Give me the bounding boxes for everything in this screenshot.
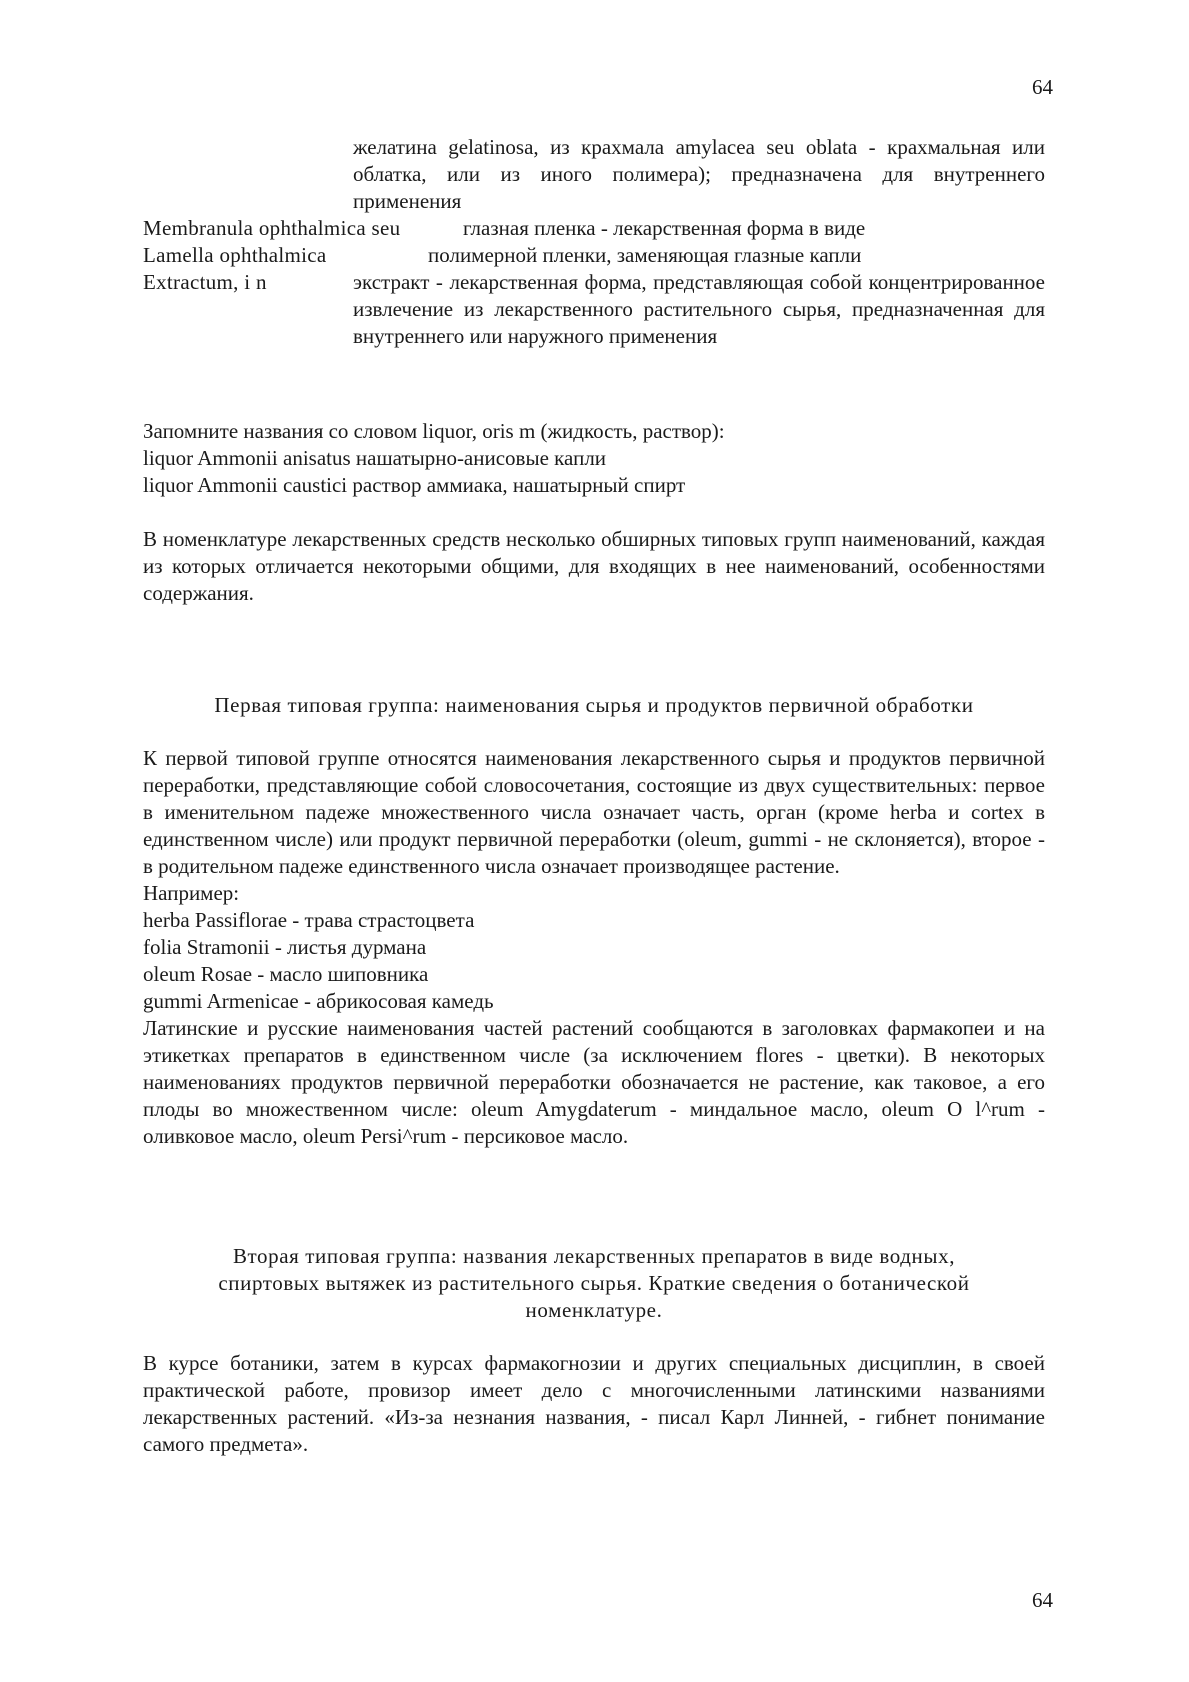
definition-continuation-text: желатина gelatinosa, из крахмала amylacea seu oblata - крахмальная или облатка, или из иного полимера); предназначена для внутреннего применения xyxy=(353,135,1045,213)
section-2-heading-line: спиртовых вытяжек из растительного сырья. Краткие сведения о ботанической xyxy=(218,1271,970,1295)
section-1-heading: Первая типовая группа: наименования сырья и продуктов первичной обработки xyxy=(214,693,974,717)
section-2-heading-line: Вторая типовая группа: названия лекарственных препаратов в виде водных, xyxy=(232,1244,956,1268)
section-2-heading-line: номенклатуре. xyxy=(525,1298,663,1322)
section-1-body xyxy=(143,745,1045,1150)
section-2-paragraph: В курсе ботаники, затем в курсах фармакогнозии и других специальных дисциплин, в своей практической работе, провизор имеет дело с многочисленными латинскими названиями лекарственных растений. «Из-за незнания названия, - писал Карл Линней, - гибнет понимание самого предмета». xyxy=(143,1351,1045,1456)
definition-membranula xyxy=(143,215,1045,269)
section-2-heading xyxy=(143,1243,1045,1324)
section-1-paragraph: К первой типовой группе относятся наименования лекарственного сырья и продуктов первичной переработки, представляющие собой словосочетания, состоящие из двух существительных: первое в именительном падеже множественного числа означает часть, орган (кроме herba и cortex в единственном числе) или продукт первичной переработки (oleum, gummi - не склоняется), второе - в родительном падеже единственного числа означает производящее растение. xyxy=(143,746,1045,878)
definition-term-membranula-1: Membranula ophthalmica seu xyxy=(143,216,401,240)
definition-text-extractum: экстракт - лекарственная форма, представляющая собой концентрированное извлечение из лекарственного растительного сырья, предназначенная для внутреннего или наружного применения xyxy=(353,270,1045,348)
liquor-item: liquor Ammonii caustici раствор аммиака, нашатырный спирт xyxy=(143,473,686,497)
liquor-item: liquor Ammonii anisatus нашатырно-анисовые капли xyxy=(143,446,607,470)
definitions-block xyxy=(143,134,1045,350)
example-label: Например: xyxy=(143,881,240,905)
example-item: gummi Armenicae - абрикосовая камедь xyxy=(143,989,494,1013)
example-item: folia Stramonii - листья дурмана xyxy=(143,935,427,959)
definition-term-membranula-2: Lamella ophthalmica xyxy=(143,243,327,267)
definition-text-membranula-1: глазная пленка - лекарственная форма в виде xyxy=(463,216,866,240)
nomenclature-paragraph: В номенклатуре лекарственных средств несколько обширных типовых групп наименований, каждая из которых отличается некоторыми общими, для входящих в нее наименований, особенностями содержания. xyxy=(143,527,1045,605)
definition-continuation xyxy=(143,134,1045,215)
definition-text-membranula-2: полимерной пленки, заменяющая глазные капли xyxy=(428,243,862,267)
page-number-bottom: 64 xyxy=(1032,1588,1053,1612)
page-number-top: 64 xyxy=(1032,75,1053,99)
example-item: oleum Rosae - масло шиповника xyxy=(143,962,429,986)
definition-extractum xyxy=(143,269,1045,350)
liquor-intro: Запомните названия со словом liquor, oris m (жидкость, раствор): xyxy=(143,419,725,443)
definition-term-extractum: Extractum, i n xyxy=(143,270,267,294)
example-item: herba Passiflorae - трава страстоцвета xyxy=(143,908,475,932)
section-1-closing-paragraph: Латинские и русские наименования частей растений сообщаются в заголовках фармакопеи и на этикетках препаратов в единственном числе (за исключением flores - цветки). В некоторых наименованиях продуктов первичной переработки обозначается не растение, как таковое, а его плоды во множественном числе: oleum Amygdaterum - миндальное масло, oleum O l^rum - оливковое масло, oleum Persi^rum - персиковое масло. xyxy=(143,1016,1045,1148)
liquor-block xyxy=(143,418,1045,499)
